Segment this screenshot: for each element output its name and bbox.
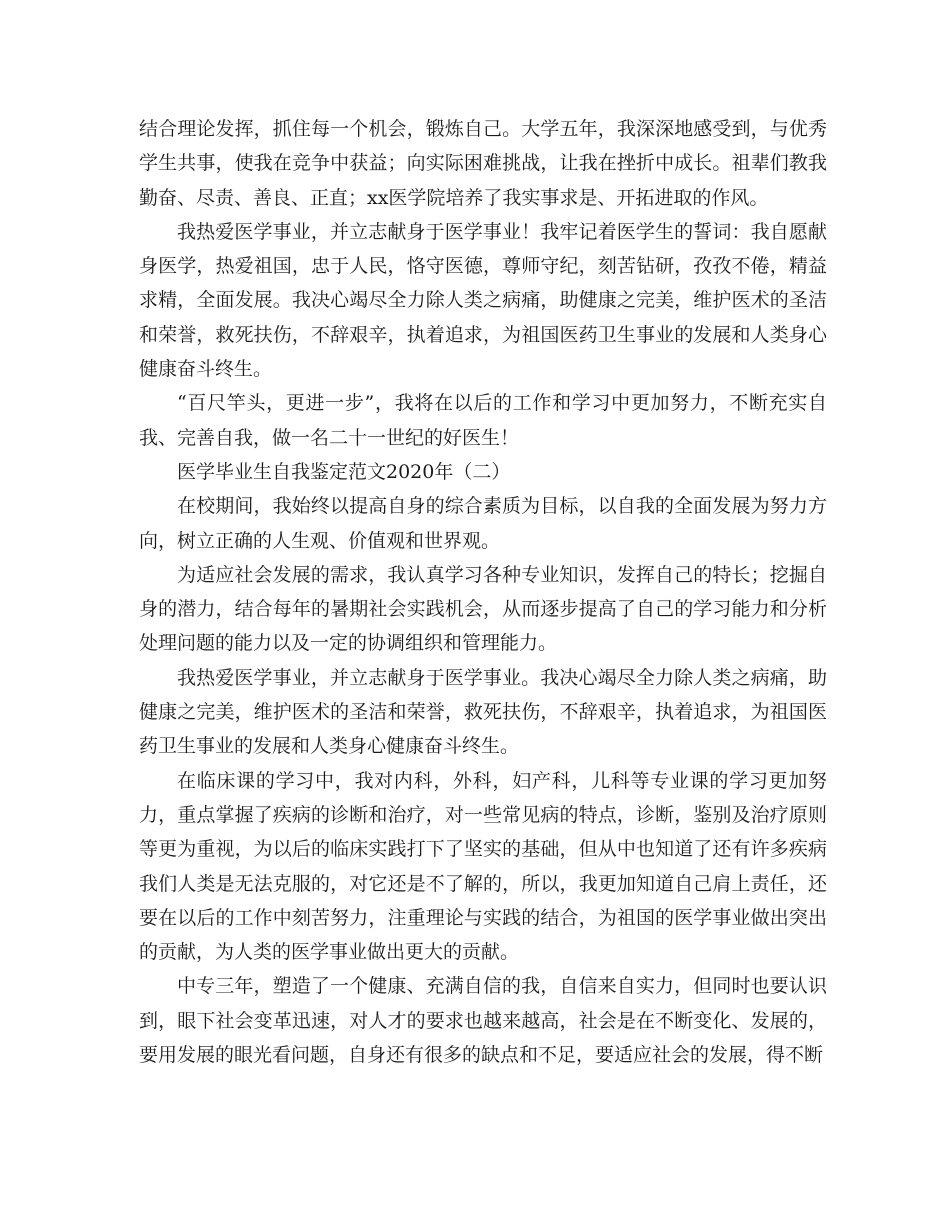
paragraph-social-needs: 为适应社会发展的需求，我认真学习各种专业知识，发挥自己的特长；挖掘自身的潜力，结合每年的暑期社会实践机会，从而逐步提高了自己的学习能力和分析处理问题的能力以及一定的协调组织和管理能力。 bbox=[139, 563, 827, 655]
paragraph-school-period: 在校期间，我始终以提高自身的综合素质为目标，以自我的全面发展为努力方向，树立正确的人生观、价值观和世界观。 bbox=[139, 495, 827, 552]
document-body bbox=[139, 112, 827, 1072]
paragraph-clinical-study: 在临床课的学习中，我对内科，外科，妇产科，儿科等专业课的学习更加努力，重点掌握了疾病的诊断和治疗，对一些常见病的特点，诊断，鉴别及治疗原则等更为重视，为以后的临床实践打下了坚实的基础，但从中也知道了还有许多疾病我们人类是无法克服的，对它还是不了解的，所以，我更加知道自己肩上责任，还要在以后的工作中刻苦努力，注重理论与实践的结合，为祖国的医学事业做出突出的贡献，为人类的医学事业做出更大的贡献。 bbox=[139, 769, 827, 964]
paragraph-three-years: 中专三年，塑造了一个健康、充满自信的我，自信来自实力，但同时也要认识到，眼下社会变革迅速，对人才的要求也越来越高，社会是在不断变化、发展的，要用发展的眼光看问题，自身还有很多的缺点和不足，要适应社会的发展，得不断 bbox=[139, 975, 827, 1067]
paragraph-dedication: 我热爱医学事业，并立志献身于医学事业！我牢记着医学生的誓词：我自愿献身医学，热爱祖国，忠于人民，恪守医德，尊师守纪，刻苦钻研，孜孜不倦，精益求精，全面发展。我决心竭尽全力除人类之病痛，助健康之完美，维护医术的圣洁和荣誉，救死扶伤，不辞艰辛，执着追求，为祖国医药卫生事业的发展和人类身心健康奋斗终生。 bbox=[139, 220, 827, 381]
section-title: 医学毕业生自我鉴定范文2020年（二） bbox=[177, 460, 511, 483]
paragraph-continuation: 结合理论发挥，抓住每一个机会，锻炼自己。大学五年，我深深地感受到，与优秀学生共事，使我在竞争中获益；向实际困难挑战，让我在挫折中成长。祖辈们教我勤奋、尽责、善良、正直；xx医学院培养了我实事求是、开拓进取的作风。 bbox=[139, 118, 827, 209]
paragraph-medical-career: 我热爱医学事业，并立志献身于医学事业。我决心竭尽全力除人类之病痛，助健康之完美，维护医术的圣洁和荣誉，救死扶伤，不辞艰辛，执着追求，为祖国医药卫生事业的发展和人类身心健康奋斗终生。 bbox=[139, 666, 827, 758]
paragraph-aspiration: “百尺竿头，更进一步”，我将在以后的工作和学习中更加努力，不断充实自我、完善自我，做一名二十一世纪的好医生！ bbox=[139, 392, 827, 449]
